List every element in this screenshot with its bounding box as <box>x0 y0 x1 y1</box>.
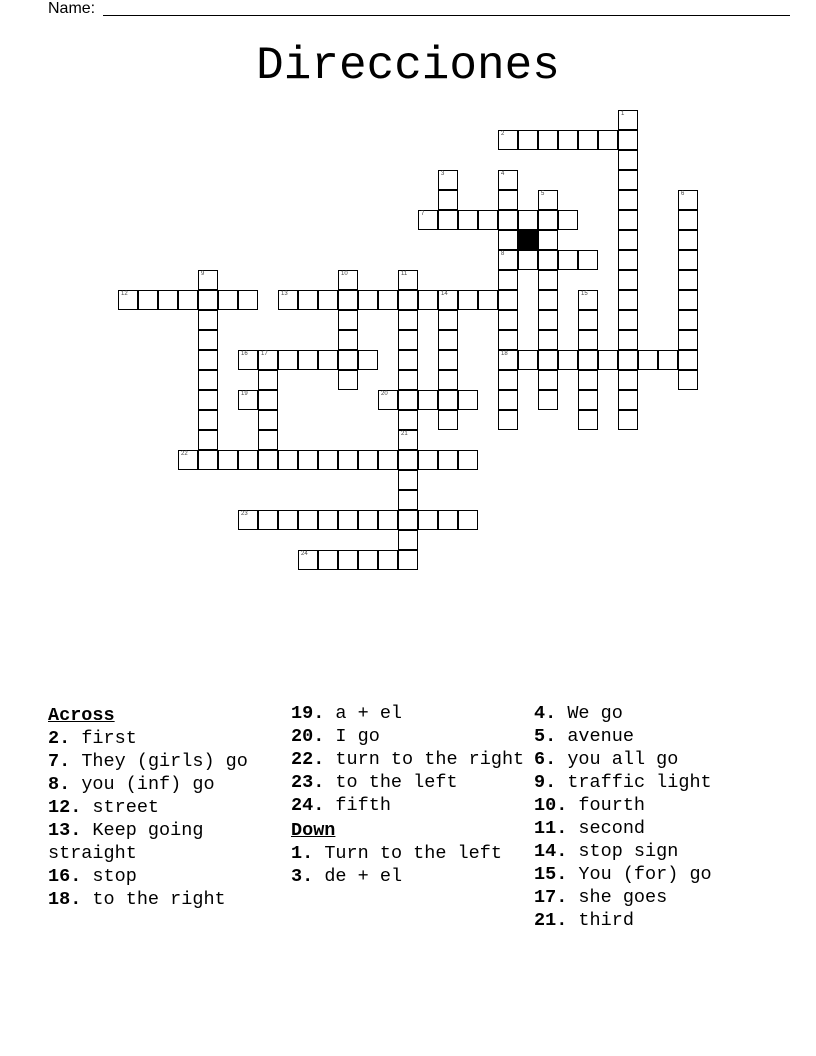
crossword-cell[interactable] <box>498 270 518 290</box>
crossword-cell[interactable] <box>358 290 378 310</box>
crossword-cell[interactable] <box>558 350 578 370</box>
crossword-cell[interactable] <box>538 310 558 330</box>
crossword-cell[interactable] <box>678 190 698 210</box>
cell-number: 12 <box>121 291 128 297</box>
crossword-cell[interactable] <box>618 130 638 150</box>
crossword-cell[interactable] <box>438 190 458 210</box>
crossword-cell[interactable] <box>498 330 518 350</box>
crossword-cell[interactable] <box>538 290 558 310</box>
crossword-cell[interactable] <box>618 230 638 250</box>
crossword-cell[interactable] <box>578 410 598 430</box>
cell-number: 10 <box>341 271 348 277</box>
crossword-cell[interactable] <box>198 450 218 470</box>
crossword-cell[interactable] <box>618 150 638 170</box>
crossword-cell[interactable] <box>678 270 698 290</box>
clue-across-2: 2. first <box>48 728 137 749</box>
crossword-black-cell <box>518 230 538 250</box>
page-title: Direcciones <box>256 40 560 92</box>
crossword-cell[interactable] <box>298 450 318 470</box>
crossword-cell[interactable] <box>398 450 418 470</box>
clue-across-16: 16. stop <box>48 866 137 887</box>
crossword-cell[interactable] <box>498 130 518 150</box>
crossword-cell[interactable] <box>118 290 138 310</box>
down-heading: Down <box>291 820 336 841</box>
crossword-cell[interactable] <box>438 290 458 310</box>
crossword-cell[interactable] <box>418 210 438 230</box>
crossword-cell[interactable] <box>618 390 638 410</box>
crossword-cell[interactable] <box>618 290 638 310</box>
crossword-cell[interactable] <box>338 450 358 470</box>
crossword-cell[interactable] <box>398 310 418 330</box>
crossword-cell[interactable] <box>398 550 418 570</box>
crossword-cell[interactable] <box>358 450 378 470</box>
cell-number: 1 <box>621 111 625 117</box>
crossword-cell[interactable] <box>538 230 558 250</box>
crossword-cell[interactable] <box>618 190 638 210</box>
crossword-cell[interactable] <box>298 550 318 570</box>
cell-number: 16 <box>241 351 248 357</box>
crossword-cell[interactable] <box>678 290 698 310</box>
crossword-cell[interactable] <box>258 410 278 430</box>
cell-number: 4 <box>501 171 505 177</box>
crossword-cell[interactable] <box>458 390 478 410</box>
crossword-cell[interactable] <box>578 310 598 330</box>
clue-down-21: 21. third <box>534 910 634 931</box>
crossword-cell[interactable] <box>198 410 218 430</box>
crossword-cell[interactable] <box>578 370 598 390</box>
crossword-cell[interactable] <box>378 290 398 310</box>
crossword-cell[interactable] <box>438 310 458 330</box>
crossword-cell[interactable] <box>678 370 698 390</box>
crossword-cell[interactable] <box>678 310 698 330</box>
crossword-cell[interactable] <box>498 390 518 410</box>
crossword-cell[interactable] <box>678 350 698 370</box>
clue-down-14: 14. stop sign <box>534 841 679 862</box>
cell-number: 19 <box>241 391 248 397</box>
cell-number: 23 <box>241 511 248 517</box>
clue-down-11: 11. second <box>534 818 646 839</box>
cell-number: 6 <box>681 191 685 197</box>
crossword-cell[interactable] <box>618 250 638 270</box>
crossword-cell[interactable] <box>538 190 558 210</box>
crossword-cell[interactable] <box>558 130 578 150</box>
crossword-cell[interactable] <box>298 350 318 370</box>
crossword-cell[interactable] <box>578 290 598 310</box>
crossword-cell[interactable] <box>498 170 518 190</box>
crossword-cell[interactable] <box>358 550 378 570</box>
crossword-cell[interactable] <box>238 290 258 310</box>
clue-down-1: 1. Turn to the left <box>291 843 502 864</box>
crossword-cell[interactable] <box>658 350 678 370</box>
crossword-cell[interactable] <box>278 350 298 370</box>
clue-across-20: 20. I go <box>291 726 380 747</box>
crossword-cell[interactable] <box>438 510 458 530</box>
crossword-cell[interactable] <box>198 290 218 310</box>
crossword-cell[interactable] <box>578 250 598 270</box>
crossword-cell[interactable] <box>198 430 218 450</box>
crossword-cell[interactable] <box>398 430 418 450</box>
crossword-cell[interactable] <box>418 450 438 470</box>
cell-number: 15 <box>581 291 588 297</box>
crossword-cell[interactable] <box>338 270 358 290</box>
crossword-cell[interactable] <box>458 450 478 470</box>
crossword-cell[interactable] <box>438 350 458 370</box>
crossword-cell[interactable] <box>478 210 498 230</box>
crossword-cell[interactable] <box>618 370 638 390</box>
crossword-cell[interactable] <box>238 510 258 530</box>
crossword-cell[interactable] <box>558 210 578 230</box>
crossword-cell[interactable] <box>318 550 338 570</box>
crossword-cell[interactable] <box>678 330 698 350</box>
crossword-cell[interactable] <box>138 290 158 310</box>
crossword-cell[interactable] <box>198 390 218 410</box>
crossword-cell[interactable] <box>398 470 418 490</box>
crossword-cell[interactable] <box>398 370 418 390</box>
crossword-cell[interactable] <box>338 510 358 530</box>
crossword-cell[interactable] <box>218 290 238 310</box>
crossword-cell[interactable] <box>678 250 698 270</box>
crossword-cell[interactable] <box>258 430 278 450</box>
crossword-cell[interactable] <box>318 290 338 310</box>
clue-down-4: 4. We go <box>534 703 623 724</box>
crossword-cell[interactable] <box>258 370 278 390</box>
across-heading: Across <box>48 705 115 726</box>
clue-down-3: 3. de + el <box>291 866 403 887</box>
crossword-cell[interactable] <box>258 350 278 370</box>
crossword-cell[interactable] <box>538 390 558 410</box>
crossword-cell[interactable] <box>538 210 558 230</box>
cell-number: 11 <box>401 271 408 277</box>
crossword-cell[interactable] <box>338 350 358 370</box>
cell-number: 20 <box>381 391 388 397</box>
crossword-cell[interactable] <box>398 530 418 550</box>
crossword-cell[interactable] <box>178 450 198 470</box>
crossword-cell[interactable] <box>218 450 238 470</box>
cell-number: 3 <box>441 171 445 177</box>
crossword-cell[interactable] <box>398 390 418 410</box>
crossword-cell[interactable] <box>398 490 418 510</box>
crossword-cell[interactable] <box>618 210 638 230</box>
crossword-cell[interactable] <box>458 210 478 230</box>
crossword-cell[interactable] <box>498 370 518 390</box>
clue-across-13: 13. Keep going straight <box>48 820 204 864</box>
crossword-cell[interactable] <box>578 350 598 370</box>
crossword-cell[interactable] <box>338 330 358 350</box>
crossword-cell[interactable] <box>498 230 518 250</box>
clue-across-7: 7. They (girls) go <box>48 751 248 772</box>
crossword-cell[interactable] <box>458 510 478 530</box>
crossword-cell[interactable] <box>438 370 458 390</box>
crossword-cell[interactable] <box>678 210 698 230</box>
clue-down-9: 9. traffic light <box>534 772 712 793</box>
crossword-cell[interactable] <box>398 510 418 530</box>
crossword-cell[interactable] <box>358 510 378 530</box>
crossword-cell[interactable] <box>378 550 398 570</box>
crossword-cell[interactable] <box>158 290 178 310</box>
crossword-cell[interactable] <box>198 370 218 390</box>
clue-across-22: 22. turn to the right <box>291 749 525 770</box>
crossword-cell[interactable] <box>318 350 338 370</box>
cell-number: 5 <box>541 191 545 197</box>
clue-across-24: 24. fifth <box>291 795 391 816</box>
crossword-cell[interactable] <box>438 330 458 350</box>
cell-number: 7 <box>421 211 425 217</box>
crossword-cell[interactable] <box>358 350 378 370</box>
crossword-cell[interactable] <box>338 290 358 310</box>
clue-down-5: 5. avenue <box>534 726 634 747</box>
crossword-cell[interactable] <box>418 390 438 410</box>
crossword-cell[interactable] <box>338 310 358 330</box>
crossword-cell[interactable] <box>418 290 438 310</box>
crossword-cell[interactable] <box>438 450 458 470</box>
crossword-cell[interactable] <box>438 170 458 190</box>
crossword-cell[interactable] <box>298 510 318 530</box>
crossword-cell[interactable] <box>198 350 218 370</box>
cell-number: 21 <box>401 431 408 437</box>
crossword-cell[interactable] <box>538 270 558 290</box>
crossword-cell[interactable] <box>318 450 338 470</box>
cell-number: 18 <box>501 351 508 357</box>
crossword-cell[interactable] <box>458 290 478 310</box>
crossword-cell[interactable] <box>538 130 558 150</box>
cell-number: 8 <box>501 251 505 257</box>
crossword-cell[interactable] <box>298 290 318 310</box>
cell-number: 24 <box>301 551 308 557</box>
clue-across-8: 8. you (inf) go <box>48 774 215 795</box>
clue-down-6: 6. you all go <box>534 749 679 770</box>
clue-across-23: 23. to the left <box>291 772 458 793</box>
crossword-cell[interactable] <box>518 130 538 150</box>
crossword-cell[interactable] <box>678 230 698 250</box>
cell-number: 17 <box>261 351 268 357</box>
crossword-cell[interactable] <box>198 330 218 350</box>
crossword-cell[interactable] <box>598 130 618 150</box>
crossword-cell[interactable] <box>498 210 518 230</box>
crossword-cell[interactable] <box>538 370 558 390</box>
cell-number: 14 <box>441 291 448 297</box>
crossword-cell[interactable] <box>478 290 498 310</box>
crossword-cell[interactable] <box>498 410 518 430</box>
crossword-cell[interactable] <box>538 350 558 370</box>
crossword-cell[interactable] <box>278 290 298 310</box>
crossword-cell[interactable] <box>518 210 538 230</box>
crossword-cell[interactable] <box>598 350 618 370</box>
crossword-cell[interactable] <box>378 510 398 530</box>
crossword-cell[interactable] <box>278 510 298 530</box>
crossword-cell[interactable] <box>578 330 598 350</box>
crossword-cell[interactable] <box>318 510 338 530</box>
crossword-cell[interactable] <box>618 310 638 330</box>
crossword-cell[interactable] <box>638 350 658 370</box>
crossword-cell[interactable] <box>398 270 418 290</box>
clue-across-12: 12. street <box>48 797 160 818</box>
crossword-cell[interactable] <box>378 390 398 410</box>
crossword-cell[interactable] <box>238 390 258 410</box>
crossword-cell[interactable] <box>398 410 418 430</box>
crossword-cell[interactable] <box>538 250 558 270</box>
crossword-cell[interactable] <box>498 350 518 370</box>
crossword-cell[interactable] <box>498 250 518 270</box>
crossword-cell[interactable] <box>538 330 558 350</box>
cell-number: 9 <box>201 271 205 277</box>
crossword-cell[interactable] <box>238 450 258 470</box>
crossword-cell[interactable] <box>518 250 538 270</box>
cell-number: 2 <box>501 131 505 137</box>
crossword-cell[interactable] <box>438 210 458 230</box>
crossword-cell[interactable] <box>438 390 458 410</box>
crossword-cell[interactable] <box>558 250 578 270</box>
crossword-cell[interactable] <box>618 330 638 350</box>
crossword-cell[interactable] <box>498 290 518 310</box>
crossword-cell[interactable] <box>398 290 418 310</box>
cell-number: 22 <box>181 451 188 457</box>
crossword-cell[interactable] <box>618 170 638 190</box>
clue-across-19: 19. a + el <box>291 703 403 724</box>
crossword-cell[interactable] <box>258 510 278 530</box>
name-label: Name: <box>48 0 96 17</box>
crossword-cell[interactable] <box>618 110 638 130</box>
crossword-cell[interactable] <box>618 350 638 370</box>
crossword-cell[interactable] <box>498 190 518 210</box>
clue-across-18: 18. to the right <box>48 889 226 910</box>
crossword-cell[interactable] <box>378 450 398 470</box>
crossword-cell[interactable] <box>398 350 418 370</box>
crossword-cell[interactable] <box>578 130 598 150</box>
crossword-cell[interactable] <box>338 550 358 570</box>
crossword-cell[interactable] <box>258 450 278 470</box>
crossword-cell[interactable] <box>618 410 638 430</box>
crossword-cell[interactable] <box>518 350 538 370</box>
crossword-cell[interactable] <box>258 390 278 410</box>
crossword-cell[interactable] <box>198 270 218 290</box>
crossword-cell[interactable] <box>438 410 458 430</box>
crossword-cell[interactable] <box>498 310 518 330</box>
clue-column-2 <box>291 702 531 888</box>
crossword-cell[interactable] <box>578 390 598 410</box>
crossword-cell[interactable] <box>618 270 638 290</box>
crossword-cell[interactable] <box>418 510 438 530</box>
crossword-cell[interactable] <box>338 370 358 390</box>
crossword-cell[interactable] <box>238 350 258 370</box>
crossword-cell[interactable] <box>398 330 418 350</box>
crossword-cell[interactable] <box>198 310 218 330</box>
clue-down-15: 15. You (for) go <box>534 864 712 885</box>
crossword-cell[interactable] <box>278 450 298 470</box>
clue-down-10: 10. fourth <box>534 795 646 816</box>
clue-column-1 <box>48 702 288 911</box>
crossword-cell[interactable] <box>178 290 198 310</box>
clue-column-3 <box>534 702 774 932</box>
cell-number: 13 <box>281 291 288 297</box>
clue-down-17: 17. she goes <box>534 887 668 908</box>
